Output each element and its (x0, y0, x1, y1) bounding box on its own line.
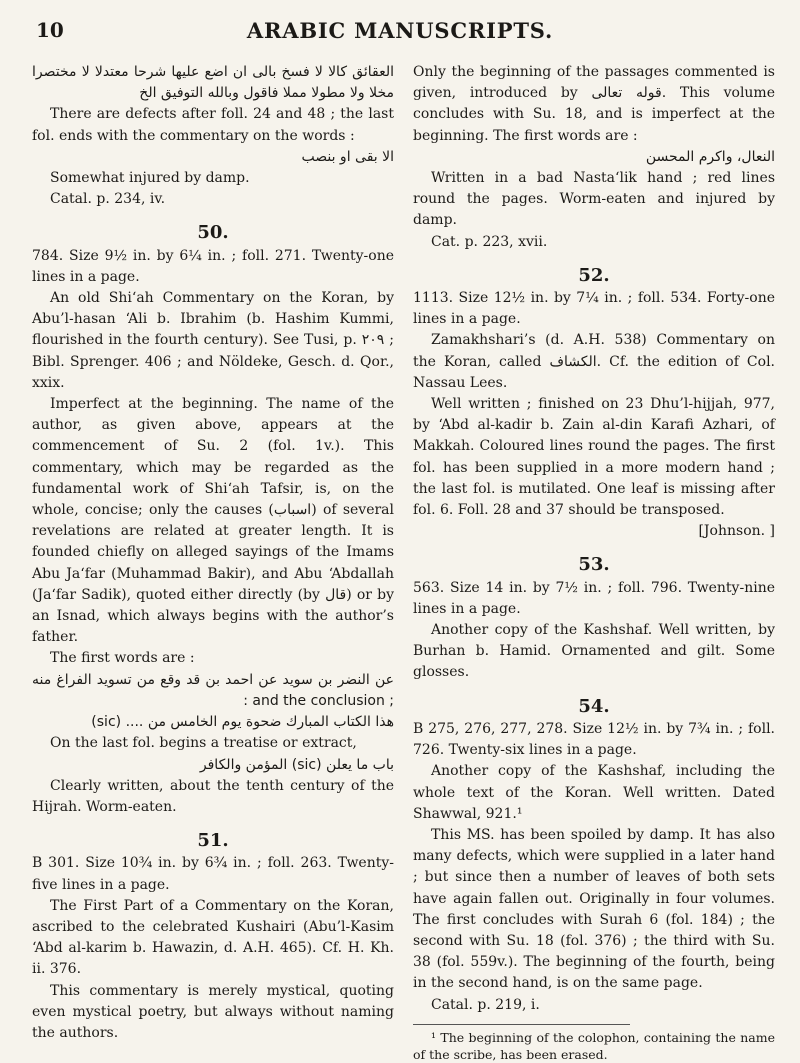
footnote: ¹ The beginning of the colophon, containing the name of the scribe, has been erased. (413, 1029, 775, 1062)
entry-number: 52. (578, 264, 610, 286)
arabic-text: هذا الكتاب المبارك ضحوة يوم الخامس من .... (sic) (91, 714, 394, 731)
entry-number: 50. (197, 222, 229, 244)
entry-paragraph: This MS. has been spoiled by damp. It has also many defects, which were supplied in a later hand ; but since then a number of leaves of both sets have again fallen out. Originally in four volumes. The first concludes with Surah 6 (fol. 184) ; the second with Su. 18 (fol. 376) ; the third with Su. 38 (fol. 559v.). The beginning of the fourth, being in the second hand, is on the same page. (413, 826, 775, 992)
entry-paragraph: On the last fol. begins a treatise or extract, (50, 735, 357, 752)
arabic-text: عن النضر بن سويد عن احمد بن قد وقع من تسويد الفراغ منه ; and the conclusion : (32, 671, 394, 709)
entry-paragraph: The First Part of a Commentary on the Koran, ascribed to the celebrated Kushairi (Abu’l-Kasim ‘Abd al-karim b. Hawazin, d. A.H. 465). Cf. H. Kh. ii. 376. (32, 897, 394, 978)
arabic-text: باب ما يعلن (sic) المؤمن والكافر (199, 756, 394, 773)
catalogue-ref: Catal. p. 219, i. (431, 996, 540, 1013)
entry-size: 784. Size 9½ in. by 6¼ in. ; foll. 271. Twenty-one lines in a page. (32, 247, 394, 285)
entry-number: 54. (578, 695, 610, 717)
entry-paragraph: Imperfect at the beginning. The name of the author, as given above, appears at the commencement of Su. 2 (fol. 1v.). This commentary, which may be regarded as the fundamental work of Shi‘ah Tafsir, is, on the whole, concise; only the causes (اسباب) of several revelations are related at greater length. It is founded chiefly on alleged sayings of the Imams Abu Ja‘far (Muhammad Bakir), and Abu ‘Abdallah (Ja‘far Sadik), quoted either directly (by قال) or by an Isnad, which always begins with the author’s father. (32, 396, 395, 646)
arabic-text: العقائق كالا لا فسخ بالى ان اضع عليها شرحا معتدلا لا مختصرا مخلا ولا مطولا مملا فاقول وبالله التوفيق الخ (32, 64, 394, 102)
defects-note: There are defects after foll. 24 and 48 ; the last fol. ends with the commentary on the words : (32, 106, 394, 144)
entry-paragraph: Zamakhshari’s (d. A.H. 538) Commentary on the Koran, called الكشاف. Cf. the edition of Col. Nassau Lees. (413, 332, 775, 391)
entry-paragraph: Clearly written, about the tenth century of the Hijrah. Worm-eaten. (32, 777, 394, 815)
entry-paragraph: Well written ; finished on 23 Dhu’l-hijjah, 977, by ‘Abd al-kadir b. Zain al-din Karafi Azhari, of Makkah. Coloured lines round the pages. The first fol. has been supplied in a more modern hand ; the last fol. is mutilated. One leaf is missing after fol. 6. Foll. 28 and 37 should be transposed. (413, 396, 775, 519)
catalogue-ref: Cat. p. 223, xvii. (431, 233, 548, 250)
entry-paragraph: Written in a bad Nasta‘lik hand ; red lines round the pages. Worm-eaten and injured by damp. (413, 170, 775, 229)
entry-paragraph: Only the beginning of the passages commented is given, introduced by قوله تعالى. This volume concludes with Su. 18, and is imperfect at the beginning. The first words are : (413, 64, 775, 144)
entry-number: 51. (197, 830, 229, 852)
running-title: ARABIC MANUSCRIPTS. (246, 18, 554, 43)
arabic-text: الا بقى او بنصب (301, 148, 394, 165)
right-column (413, 62, 775, 1063)
entry-size: 563. Size 14 in. by 7½ in. ; foll. 796. Twenty-nine lines in a page. (413, 579, 775, 617)
entry-paragraph: Another copy of the Kashshaf, including the whole text of the Koran. Well written. Dated Shawwal, 921.¹ (413, 763, 775, 822)
left-column (32, 62, 394, 1044)
first-words-label: The first words are : (50, 650, 195, 667)
donor-note: [Johnson. ] (698, 523, 775, 540)
entry-size: B 301. Size 10¾ in. by 6¾ in. ; foll. 263. Twenty-five lines in a page. (32, 855, 394, 893)
entry-size: B 275, 276, 277, 278. Size 12½ in. by 7¾ in. ; foll. 726. Twenty-six lines in a page. (413, 720, 775, 759)
entry-size: 1113. Size 12½ in. by 7¼ in. ; foll. 534. Forty-one lines in a page. (413, 290, 775, 328)
arabic-text: النعال، واكرم المحسن (645, 148, 775, 165)
entry-number: 53. (578, 554, 610, 576)
entry-paragraph: This commentary is merely mystical, quoting even mystical poetry, but always without naming the authors. (32, 982, 394, 1041)
catalogue-ref: Catal. p. 234, iv. (50, 191, 166, 208)
condition-note: Somewhat injured by damp. (50, 170, 250, 187)
page-number: 10 (36, 18, 64, 42)
footnote-rule (413, 1024, 630, 1025)
entry-paragraph: Another copy of the Kashshaf. Well written, by Burhan b. Hamid. Ornamented and gilt. Some glosses. (413, 622, 775, 681)
entry-paragraph: An old Shi‘ah Commentary on the Koran, by Abu’l-hasan ‘Ali b. Ibrahim (b. Hashim Kummi, flourished in the fourth century). See Tusi, p. ٢٠٩ ; Bibl. Sprenger. 406 ; and Nöldeke, Gesch. d. Qor., xxix. (32, 290, 394, 391)
